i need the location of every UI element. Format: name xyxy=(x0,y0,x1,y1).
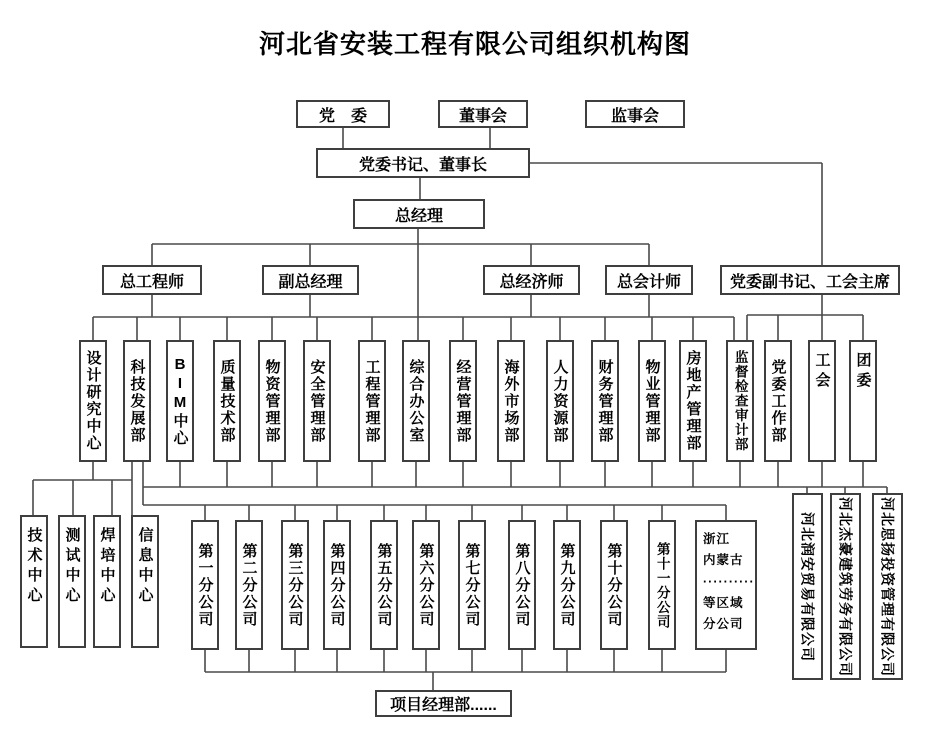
dept-label: 团委 xyxy=(854,352,872,392)
dept-label: 工程管理部 xyxy=(363,358,381,444)
node-chief-economist: 总经济师 xyxy=(483,265,580,295)
dept-label: 综合办公室 xyxy=(407,358,425,444)
subsidiary-label: 河北杰豪建筑劳务有限公司 xyxy=(837,496,854,677)
branch-node xyxy=(458,520,486,650)
dept-label: 物资管理部 xyxy=(263,358,281,444)
node-chief-accountant: 总会计师 xyxy=(605,265,693,295)
regional-line: 分公司 xyxy=(703,617,744,631)
branch-node xyxy=(323,520,351,650)
branch-label: 第一分公司 xyxy=(196,542,214,628)
node-supervisory-board: 监事会 xyxy=(585,100,685,128)
dept-label: 海外市场部 xyxy=(502,358,520,444)
dept-node xyxy=(123,340,151,462)
dept-label: 党委工作部 xyxy=(769,358,787,444)
regional-line: 内蒙古 xyxy=(703,553,744,568)
subsidiary-node xyxy=(830,493,861,680)
node-general-manager: 总经理 xyxy=(353,199,485,229)
center-label: 测试中心 xyxy=(63,527,81,607)
dept-label: 财务管理部 xyxy=(596,358,614,444)
dept-label: 质量技术部 xyxy=(218,358,236,444)
chart-title: 河北省安装工程有限公司组织机构图 xyxy=(258,29,691,59)
dept-node xyxy=(591,340,619,462)
center-node xyxy=(93,515,121,648)
center-node xyxy=(131,515,159,648)
branch-node xyxy=(508,520,536,650)
center-label: 技术中心 xyxy=(25,527,43,607)
branch-node xyxy=(412,520,440,650)
branch-label: 第二分公司 xyxy=(240,542,258,628)
dept-node xyxy=(849,340,877,462)
center-label: 信息中心 xyxy=(136,527,154,607)
dept-node xyxy=(497,340,525,462)
dept-label: 监督检查审计部 xyxy=(732,350,748,452)
node-board-of-directors: 董事会 xyxy=(438,100,528,128)
dept-node xyxy=(358,340,386,462)
dept-label: 安全管理部 xyxy=(308,358,326,444)
dept-label: 物业管理部 xyxy=(643,358,661,444)
subsidiary-label: 河北思扬投资管理有限公司 xyxy=(879,496,896,677)
dept-node xyxy=(303,340,331,462)
regional-branches-node xyxy=(695,520,757,650)
node-chief-engineer: 总工程师 xyxy=(102,265,202,295)
branch-node xyxy=(370,520,398,650)
regional-line: 等区域 xyxy=(703,595,744,610)
branch-node xyxy=(648,520,676,650)
subsidiary-node xyxy=(872,493,903,680)
dept-node xyxy=(679,340,707,462)
dept-node xyxy=(808,340,836,462)
dept-label: 科技发展部 xyxy=(128,358,146,444)
node-party-committee: 党 委 xyxy=(296,100,390,128)
dept-node xyxy=(166,340,194,462)
dept-label: 设计研究中心 xyxy=(84,350,102,452)
branch-node xyxy=(235,520,263,650)
dept-label: 房地产管理部 xyxy=(684,350,702,452)
dept-node xyxy=(213,340,241,462)
dept-node xyxy=(258,340,286,462)
branch-label: 第七分公司 xyxy=(463,542,481,628)
node-project-manager-dept: 项目经理部...... xyxy=(375,690,512,717)
node-deputy-general-manager: 副总经理 xyxy=(262,265,359,295)
branch-label: 第十一分公司 xyxy=(654,541,670,629)
branch-label: 第八分公司 xyxy=(513,542,531,628)
branch-label: 第五分公司 xyxy=(375,542,393,628)
dept-node xyxy=(402,340,430,462)
dept-label: 经营管理部 xyxy=(454,358,472,444)
dept-node xyxy=(449,340,477,462)
branch-node xyxy=(600,520,628,650)
dept-label: 人力资源部 xyxy=(551,358,569,444)
regional-dotted-line: ·········· xyxy=(703,574,755,589)
dept-node xyxy=(79,340,107,462)
branch-node xyxy=(553,520,581,650)
subsidiary-node xyxy=(792,493,823,680)
dept-node xyxy=(546,340,574,462)
dept-label: BIM中心 xyxy=(171,355,189,447)
branch-label: 第三分公司 xyxy=(286,542,304,628)
branch-label: 第六分公司 xyxy=(417,542,435,628)
regional-line: 浙江 xyxy=(703,532,731,546)
center-node xyxy=(58,515,86,648)
dept-node xyxy=(726,340,754,462)
dept-label: 工会 xyxy=(813,352,831,392)
branch-label: 第四分公司 xyxy=(328,542,346,628)
node-party-secretary-chairman: 党委书记、董事长 xyxy=(316,148,530,178)
center-node xyxy=(20,515,48,648)
node-deputy-party-secretary-union-chairman: 党委副书记、工会主席 xyxy=(720,265,900,295)
branch-label: 第十分公司 xyxy=(605,542,623,628)
dept-node xyxy=(638,340,666,462)
branch-node xyxy=(281,520,309,650)
dept-node xyxy=(764,340,792,462)
branch-label: 第九分公司 xyxy=(558,542,576,628)
center-label: 焊培中心 xyxy=(98,527,116,607)
subsidiary-label: 河北润安贸易有限公司 xyxy=(799,511,816,662)
branch-node xyxy=(191,520,219,650)
